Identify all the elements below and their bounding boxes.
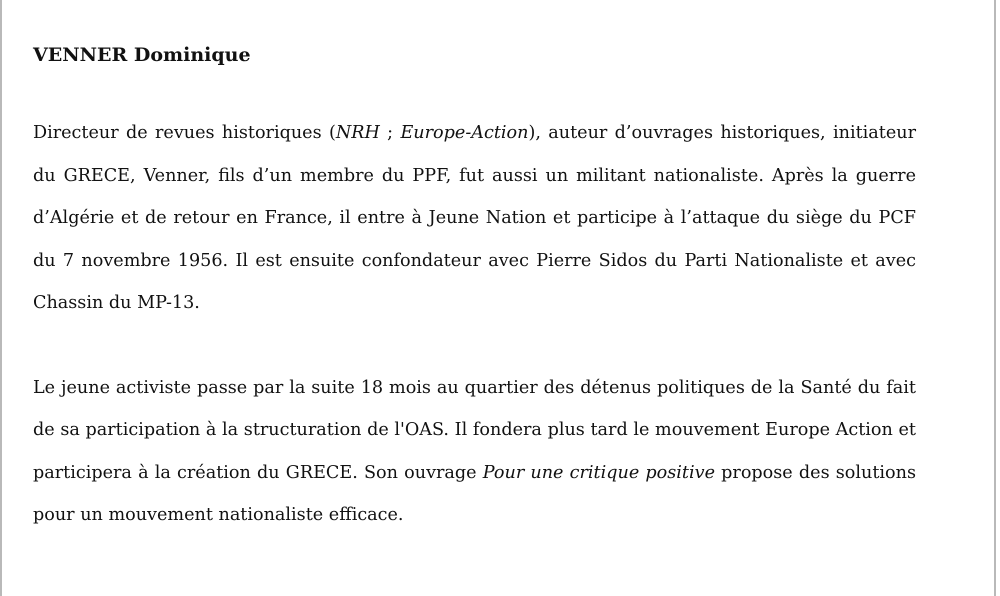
- paragraph-2-italic-book-title: Pour une critique positive: [482, 462, 715, 483]
- paragraph-1-italic-europe-action: Europe-Action: [400, 123, 529, 143]
- entry-heading: VENNER Dominique: [33, 44, 251, 66]
- paragraph-1-text-b: ;: [379, 123, 401, 143]
- paragraph-1-text-c: ), auteur d’ouvrages historiques, initiateur du GRECE, Venner, fils d’un membre du PPF, fut aussi un militant nationaliste. Après la guerre d’Algérie et de retour en France, il entre à Jeune Nation et participe à l’attaque du siège du PCF du 7 novembre 1956. Il est ensuite confondateur avec Pierre Sidos du Parti Nationaliste et avec Chassin du MP-13.: [33, 123, 916, 313]
- paragraph-1: [33, 112, 916, 325]
- paragraph-2: [33, 367, 916, 537]
- paragraph-1-text-a: Directeur de revues historiques (: [33, 123, 336, 143]
- paragraph-2-text-a: Le jeune activiste passe par la suite 18 mois au quartier des détenus politiques de la Santé du fait de sa participation à la structuration de l'OAS. Il fondera plus tard le mouvement Europe Action et participera à la création du GRECE. Son ouvrage: [33, 377, 916, 483]
- document-body: [33, 40, 916, 537]
- paragraph-1-italic-nrh: NRH: [335, 123, 380, 143]
- paragraph-2-text-b: propose des solutions pour un mouvement nationaliste efficace.: [33, 462, 917, 525]
